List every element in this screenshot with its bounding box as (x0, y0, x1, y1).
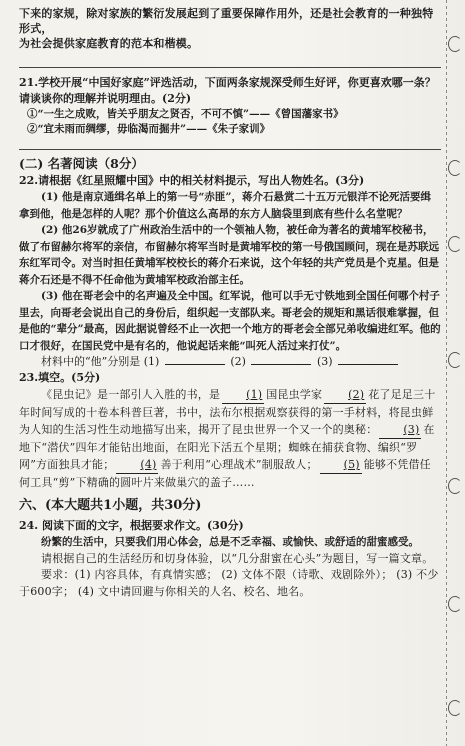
question-21-prompt: 请谈谈你的理解并说明理由。(2分) (19, 92, 192, 105)
question-24-title: 24. 阅读下面的文字，根据要求作文。(30分) (19, 519, 244, 532)
question-22-passage-1: (1) 他是南京通缉名单上的第一号“赤匪”，蒋介石悬赏二十五万元银洋不论死活要缉拿到他，他是怎样的人呢？那个价值这么高昂的东方人脑袋里到底有些什么名堂呢？ (19, 191, 431, 220)
answer-num-2: (2) (230, 355, 246, 368)
question-22-answers (19, 354, 441, 370)
binding-hole (448, 236, 462, 252)
q23-text-c: 花了足足三十年时间写成的十卷本科普巨著，书中，法布尔根据观察获得的第一手材料，将昆虫鲜为人知的生活习性生动地描写出来，揭开了昆虫世界一个又一个的奥秘： (19, 388, 436, 436)
question-23-body (19, 386, 441, 491)
binding-hole (448, 596, 462, 612)
answer-blank-3[interactable] (338, 364, 398, 365)
question-21-quote-1: ①“一生之成败，皆关乎朋友之贤否，不可不慎”——《曾国藩家书》 (27, 108, 344, 120)
intro-line: 下来的家规，除对家族的繁衍发展起到了重要保障作用外，还是社会教育的一种独特形式， (19, 7, 434, 35)
q23-text-e: 善于利用“心理战术”制服敌人； (160, 458, 318, 471)
answer-lead: 材料中的“他”分别是 (41, 355, 141, 368)
question-24-line-2: 请根据自己的生活经历和切身体验，以“几分甜蜜在心头”为题目，写一篇文章。 (41, 551, 434, 565)
question-24-requirements: 要求：(1) 内容具体，有真情实感； (2) 文体不限（诗歌、戏剧除外）； (3) 不少于600字； (4) 文中请回避与你相关的人名、校名、地名。 (19, 568, 439, 598)
answer-blank-2[interactable] (251, 364, 311, 365)
intro-line: 为社会提供家庭教育的范本和楷模。 (19, 37, 199, 50)
question-22-passage-3: (3) 他在哥老会中的名声遍及全中国。红军说，他可以手无寸铁地到全国任何哪个村子里去，向哥老会说出自己的身份后，组织起一支部队来。哥老会的规矩和黑话很难掌握，但是他的“辈分”最高，因此据说曾经不止一次把一个地方的哥老会全部兄弟收编进红军。他的口才很好，在国民党中是有名的，他说起话来能“叫死人活过来打仗”。 (19, 290, 441, 352)
section-title-famous-books: (二) 名著阅读（8分） (19, 156, 144, 171)
question-21-title: 21.学校开展“中国好家庭”评选活动，下面两条家规深受师生好评，你更喜欢哪一条？ (19, 76, 436, 89)
answer-num-1: (1) (143, 355, 160, 368)
binding-holes (443, 0, 465, 746)
question-23-title: 23.填空。(5分) (19, 371, 101, 384)
q23-text-f: 能够不凭借任何工具“剪”下精确的圆叶片来做巢穴的盖子…… (19, 458, 431, 489)
binding-hole (448, 36, 462, 52)
binding-hole (448, 478, 462, 494)
answer-num-3: (3) (316, 355, 333, 368)
fill-blank-1[interactable]: (1) (222, 386, 264, 404)
q23-text-b: 国昆虫学家 (266, 388, 323, 401)
question-22-title: 22.请根据《红星照耀中国》中的相关材料提示，写出人物姓名。(3分) (19, 174, 365, 187)
question-24-line-1: 纷繁的生活中，只要我们用心体会，总是不乏幸福、或愉快、或舒适的甜蜜感受。 (41, 536, 419, 548)
binding-hole (448, 352, 462, 368)
section-title-composition: 六、(本大题共1小题，共30分) (19, 498, 202, 513)
question-21-quote-2: ②“宜未雨而绸缪，毋临渴而掘井”——《朱子家训》 (27, 123, 271, 135)
question-22-passage-2: (2) 他26岁就成了广州政治生活中的一个领袖人物，被任命为著名的黄埔军校秘书，做了布留赫尔将军的亲信，布留赫尔将军当时是黄埔军校的第一号俄国顾问，现在是苏联远东红军司令。对当时担任黄埔军校校长的蒋介石来说，这个年轻的共产党员是个克星。但是蒋介石还是不得不任命他为黄埔军校政治部主任。 (19, 224, 439, 286)
fill-blank-5[interactable]: (5) (320, 456, 362, 474)
fill-blank-4[interactable]: (4) (116, 456, 158, 474)
page-content (19, 6, 441, 600)
answer-blank-1[interactable] (165, 364, 225, 365)
binding-hole (448, 700, 462, 716)
fill-blank-2[interactable]: (2) (324, 386, 366, 404)
fill-blank-3[interactable]: (3) (379, 421, 421, 439)
q23-text-a: 《昆虫记》是一部引人入胜的书，是 (41, 388, 221, 401)
binding-hole (448, 160, 462, 176)
q23-text-d: 在地下“潜伏”四年才能钻出地面，在阳光下活五个星期；蜘蛛在捕获食物、编织“罗网”方面独具才能； (19, 423, 435, 471)
